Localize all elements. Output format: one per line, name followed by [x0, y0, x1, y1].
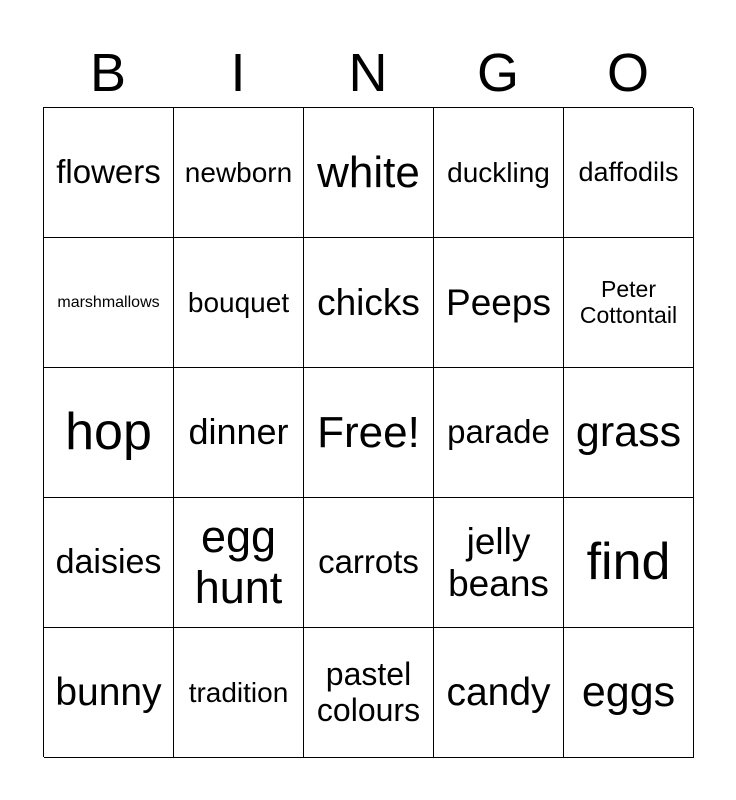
bingo-cell[interactable]	[174, 108, 304, 238]
bingo-cell[interactable]	[174, 628, 304, 758]
bingo-cell[interactable]	[44, 368, 174, 498]
bingo-board	[43, 107, 693, 757]
bingo-cell[interactable]	[174, 238, 304, 368]
bingo-cell-text: eggs	[581, 668, 676, 717]
bingo-cell-text: daisies	[55, 543, 162, 582]
bingo-cell[interactable]	[434, 498, 564, 628]
bingo-cell-text: tradition	[188, 676, 289, 708]
bingo-cell[interactable]	[44, 238, 174, 368]
bingo-cell-text: jelly beans	[448, 521, 549, 604]
bingo-cell[interactable]	[44, 108, 174, 238]
bingo-cell[interactable]	[304, 498, 434, 628]
bingo-cell[interactable]	[434, 628, 564, 758]
bingo-cell-text: grass	[575, 408, 682, 457]
bingo-cell-text: bouquet	[187, 286, 290, 318]
bingo-cell[interactable]	[304, 628, 434, 758]
bingo-cell-text: bunny	[55, 670, 162, 714]
bingo-cell[interactable]	[174, 368, 304, 498]
header-letter-o: O	[606, 43, 649, 103]
bingo-cell[interactable]	[44, 628, 174, 758]
bingo-cell[interactable]	[564, 628, 694, 758]
bingo-cell[interactable]	[304, 238, 434, 368]
bingo-cell[interactable]	[564, 498, 694, 628]
bingo-cell-text: chicks	[317, 281, 420, 323]
bingo-cell[interactable]	[174, 498, 304, 628]
bingo-cell-text: candy	[446, 670, 551, 714]
bingo-cell-text: carrots	[318, 543, 419, 581]
bingo-cell-text: white	[317, 147, 420, 197]
bingo-cell-text: pastel colours	[316, 655, 421, 728]
bingo-cell[interactable]	[44, 498, 174, 628]
bingo-cell-text: egg hunt	[194, 511, 283, 613]
bingo-cell[interactable]	[304, 368, 434, 498]
bingo-cell[interactable]	[434, 108, 564, 238]
bingo-cell-text: marshmallows	[57, 293, 160, 311]
bingo-cell[interactable]	[434, 368, 564, 498]
bingo-cell-text: Free!	[317, 407, 420, 457]
bingo-cell-text: duckling	[447, 156, 550, 188]
bingo-cell[interactable]	[304, 108, 434, 238]
header-letter-g: G	[476, 43, 519, 103]
header-letter-n: N	[348, 43, 388, 103]
bingo-cell-text: newborn	[184, 156, 293, 188]
header-letter-b: B	[89, 43, 127, 103]
bingo-cell[interactable]	[564, 368, 694, 498]
bingo-cell-text: dinner	[188, 411, 289, 453]
bingo-cell-text: parade	[447, 413, 550, 451]
bingo-cell-text: Peeps	[446, 281, 551, 323]
bingo-cell-text: daffodils	[578, 157, 679, 188]
bingo-cell-text: find	[586, 533, 671, 592]
bingo-cell-text: flowers	[56, 153, 161, 191]
header-letter-i: I	[230, 43, 246, 103]
bingo-header	[43, 40, 693, 106]
bingo-cell[interactable]	[564, 108, 694, 238]
bingo-cell-text: hop	[65, 403, 152, 462]
bingo-cell-text: Peter Cottontail	[579, 275, 678, 328]
bingo-cell[interactable]	[434, 238, 564, 368]
bingo-cell[interactable]	[564, 238, 694, 368]
